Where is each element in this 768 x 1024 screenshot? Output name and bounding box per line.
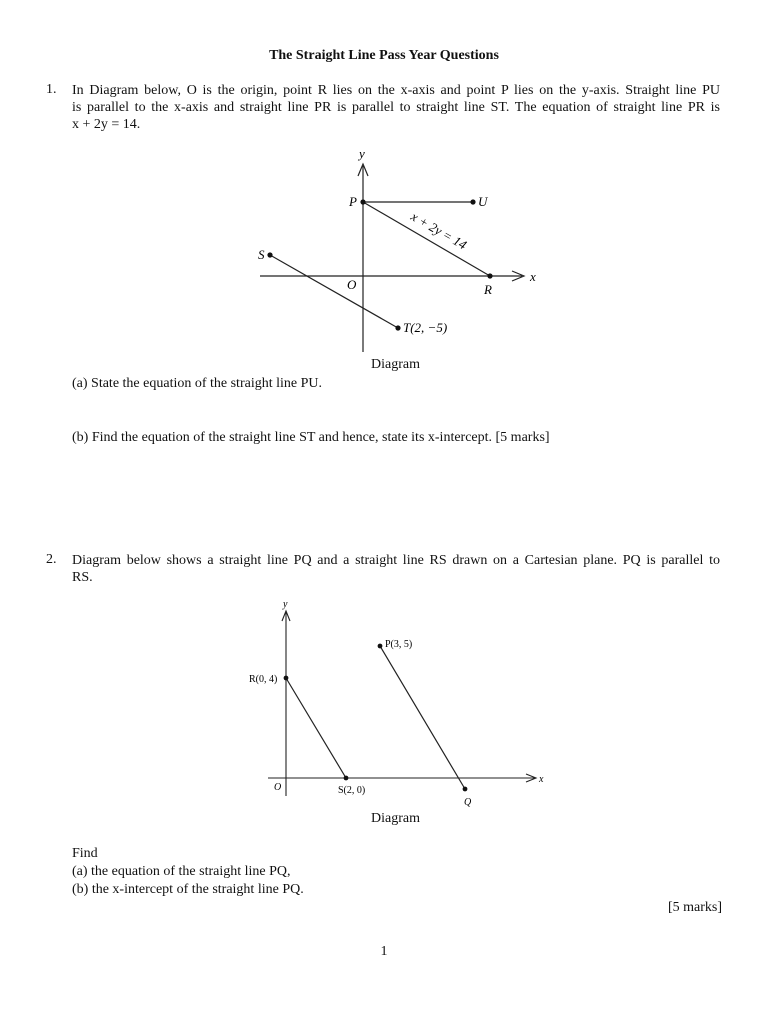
- q2-point-p-label: P(3, 5): [385, 639, 413, 650]
- question-2-diagram-caption: Diagram: [371, 811, 420, 826]
- question-1-part-a: (a) State the equation of the straight line PU.: [72, 376, 322, 391]
- q2-point-q-label: Q: [464, 797, 472, 808]
- question-2-part-b: (b) the x-intercept of the straight line PQ.: [72, 882, 304, 897]
- q2-point-q: [463, 787, 468, 792]
- q2-point-s-label: S(2, 0): [338, 785, 366, 796]
- q1-y-axis-label: y: [359, 146, 365, 161]
- question-2-line-1: Diagram below shows a straight line PQ and a straight line RS drawn on a Cartesian plane. PQ is parallel to: [72, 553, 720, 568]
- q1-origin-label: O: [347, 277, 357, 292]
- q2-x-axis-label: x: [539, 774, 544, 785]
- q1-point-p-label: P: [349, 194, 357, 209]
- question-1-part-b: (b) Find the equation of the straight line ST and hence, state its x-intercept. [5 marks]: [72, 430, 550, 445]
- page-number: 1: [380, 944, 388, 959]
- q2-point-r-label: R(0, 4): [249, 674, 278, 685]
- question-2-find: Find: [72, 846, 98, 861]
- question-1-number: 1.: [46, 82, 57, 97]
- question-1-line-1: In Diagram below, O is the origin, point R lies on the x-axis and point P lies on the y-axis. Straight line PU: [72, 83, 720, 98]
- q1-point-s-label: S: [258, 247, 265, 262]
- q1-point-t-label: T(2, −5): [403, 320, 448, 335]
- q1-line-equation-label: x + 2y = 14: [408, 208, 470, 253]
- q2-y-axis-label: y: [283, 599, 288, 610]
- q2-line-rs: [286, 678, 346, 778]
- question-2-line-2: RS.: [72, 570, 93, 585]
- q2-origin-label: O: [274, 782, 282, 793]
- question-1-line-2: is parallel to the x-axis and straight line PR is parallel to straight line ST. The equation of straight line PR is: [72, 100, 720, 115]
- q2-line-pq: [380, 646, 465, 789]
- question-2-part-a: (a) the equation of the straight line PQ,: [72, 864, 291, 879]
- page-title: The Straight Line Pass Year Questions: [269, 48, 499, 63]
- q2-point-s: [344, 776, 349, 781]
- question-2-number: 2.: [46, 552, 57, 567]
- question-2-marks: [5 marks]: [667, 900, 722, 915]
- question-1-line-3: x + 2y = 14.: [72, 117, 141, 132]
- q1-x-axis-label: x: [530, 269, 536, 284]
- question-1-diagram-caption: Diagram: [371, 357, 420, 372]
- q2-point-r: [284, 676, 289, 681]
- q1-point-u-label: U: [478, 194, 488, 209]
- q2-point-p: [378, 644, 383, 649]
- q1-point-r-label: R: [484, 282, 492, 297]
